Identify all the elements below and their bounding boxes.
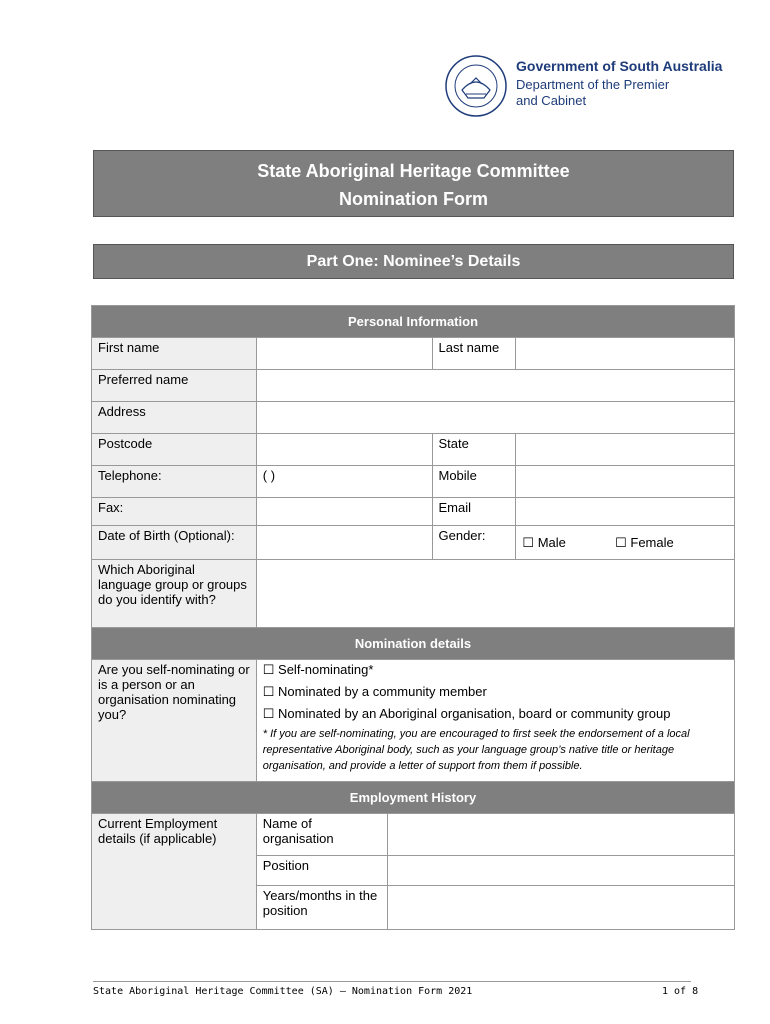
fax-field[interactable]	[256, 498, 432, 526]
gender-options	[516, 526, 735, 560]
dob-field[interactable]	[256, 526, 432, 560]
footer-divider	[93, 981, 691, 982]
self-nomination-note: * If you are self-nominating, you are encouraged to first seek the endorsement of a local representative Aboriginal body, such as your language group’s native title or heritage organisation, and provide a letter of support from them if possible.	[262, 728, 690, 772]
self-nominating-checkbox[interactable]: ☐ Self-nominating*	[262, 662, 374, 677]
footer-page-number: 1 of 8	[662, 986, 699, 997]
address-field[interactable]	[256, 402, 734, 434]
dept-line-2: and Cabinet	[516, 93, 587, 108]
community-member-checkbox[interactable]: ☐ Nominated by a community member	[262, 684, 487, 699]
postcode-label: Postcode	[92, 434, 257, 466]
gov-title: Government of South Australia	[516, 58, 723, 74]
nominee-details-table	[91, 305, 735, 930]
organisation-checkbox[interactable]: ☐ Nominated by an Aboriginal organisation, board or community group	[262, 706, 671, 721]
gender-male-checkbox[interactable]: ☐ Male	[522, 534, 566, 550]
address-label: Address	[92, 402, 257, 434]
position-label: Position	[256, 856, 387, 886]
years-field[interactable]	[387, 886, 734, 930]
fax-label: Fax:	[92, 498, 257, 526]
position-field[interactable]	[387, 856, 734, 886]
mobile-label: Mobile	[432, 466, 516, 498]
first-name-label: First name	[92, 338, 257, 370]
form-title-line2: Nomination Form	[339, 189, 488, 209]
telephone-label: Telephone:	[92, 466, 257, 498]
preferred-name-field[interactable]	[256, 370, 734, 402]
nomination-details-heading: Nomination details	[92, 628, 735, 660]
last-name-field[interactable]	[516, 338, 735, 370]
nomination-options	[256, 660, 734, 782]
last-name-label: Last name	[432, 338, 516, 370]
email-label: Email	[432, 498, 516, 526]
state-field[interactable]	[516, 434, 735, 466]
language-group-field[interactable]	[256, 560, 734, 628]
form-title-line1: State Aboriginal Heritage Committee	[257, 161, 570, 181]
years-label: Years/months in the position	[256, 886, 387, 930]
postcode-field[interactable]	[256, 434, 432, 466]
current-employment-label: Current Employment details (if applicable)	[92, 814, 257, 930]
org-name-label: Name of organisation	[256, 814, 387, 856]
form-title-box	[93, 150, 734, 217]
personal-info-heading: Personal Information	[92, 306, 735, 338]
state-label: State	[432, 434, 516, 466]
footer-document-title: State Aboriginal Heritage Committee (SA) – Nomination Form 2021	[93, 986, 473, 997]
preferred-name-label: Preferred name	[92, 370, 257, 402]
email-field[interactable]	[516, 498, 735, 526]
nomination-question: Are you self-nominating or is a person or an organisation nominating you?	[92, 660, 257, 782]
mobile-field[interactable]	[516, 466, 735, 498]
org-name-field[interactable]	[387, 814, 734, 856]
telephone-field[interactable]: ( )	[256, 466, 432, 498]
first-name-field[interactable]	[256, 338, 432, 370]
gender-label: Gender:	[432, 526, 516, 560]
part-one-heading: Part One: Nominee’s Details	[93, 244, 734, 279]
government-seal-logo	[444, 54, 508, 118]
language-group-label: Which Aboriginal language group or groups do you identify with?	[92, 560, 257, 628]
employment-history-heading: Employment History	[92, 782, 735, 814]
government-branding	[516, 58, 722, 109]
dept-line-1: Department of the Premier	[516, 77, 670, 92]
dob-label: Date of Birth (Optional):	[92, 526, 257, 560]
gender-female-checkbox[interactable]: ☐ Female	[615, 534, 674, 550]
